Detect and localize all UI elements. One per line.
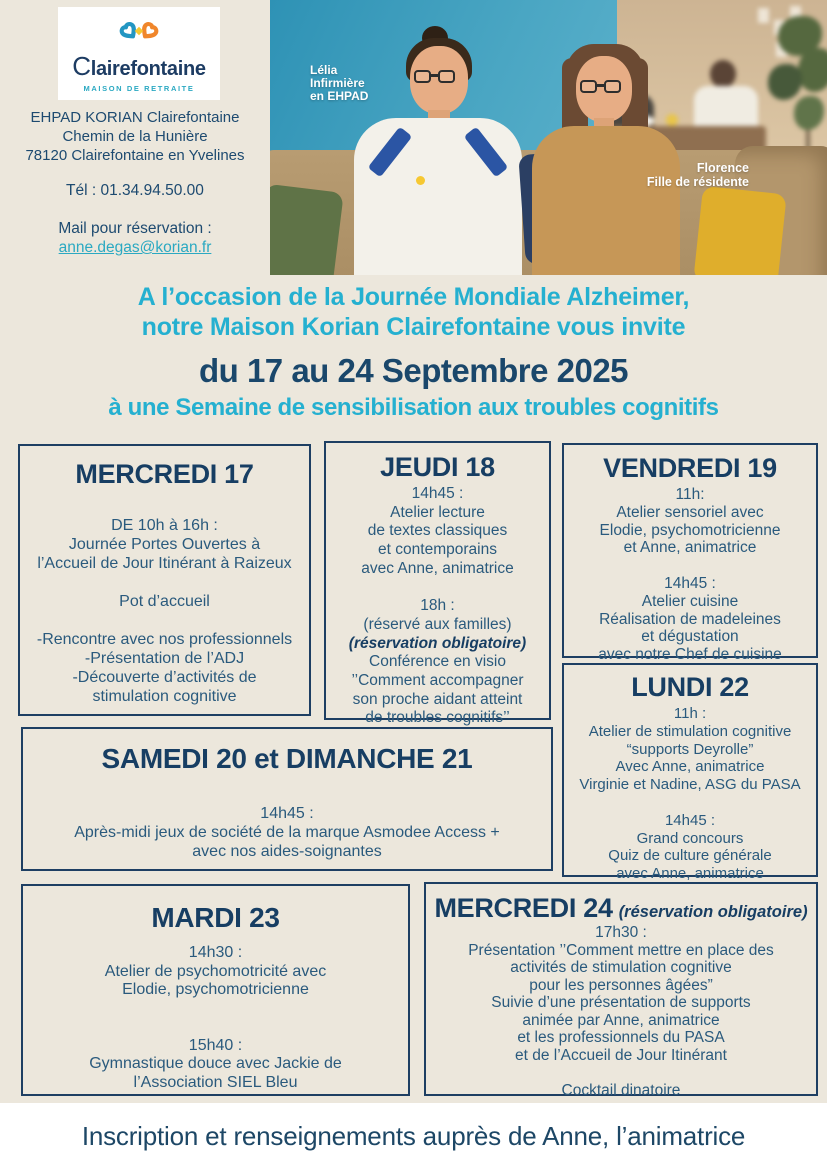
caption-line: Fille de résidente <box>646 174 749 189</box>
photo-caption-lelia <box>310 64 368 103</box>
contact-name: EHPAD KORIAN Clairefontaine <box>30 109 240 126</box>
event-line: Elodie, psychomotricienne <box>122 981 309 998</box>
event-line: Réalisation de madeleines <box>599 610 781 628</box>
intro-subtitle: à une Semaine de sensibilisation aux troubles cognitifs <box>108 394 719 421</box>
mail-link[interactable]: anne.degas@korian.fr <box>58 239 212 256</box>
event-line <box>468 1064 774 1082</box>
event-line: (réservation obligatoire) <box>348 634 527 652</box>
event-line: Atelier de stimulation cognitive <box>588 722 792 740</box>
event-title: SAMEDI 20 et DIMANCHE 21 <box>101 743 473 774</box>
event-line: Présentation ’’Comment mettre en place des <box>468 941 774 959</box>
event-lines <box>37 516 292 706</box>
event-title: MARDI 23 <box>151 902 280 933</box>
event-line: Atelier cuisine <box>641 592 739 610</box>
event-line: Conférence en visio <box>369 653 506 671</box>
event-box-lundi-22 <box>562 663 818 883</box>
event-line: pour les personnes âgées” <box>529 976 713 994</box>
logo-wordmark: Clairefontaine <box>72 50 206 81</box>
event-line: de troubles cognitifs’’ <box>365 709 510 727</box>
event-line: -Présentation de l’ADJ <box>84 650 245 667</box>
event-line <box>598 557 782 575</box>
event-line: 15h40 : <box>188 1036 243 1054</box>
event-line: 11h : <box>673 705 707 722</box>
event-line: Après-midi jeux de société de la marque Asmodee Access + <box>74 824 500 841</box>
event-line: et dégustation <box>641 628 739 646</box>
event-lines <box>598 486 782 664</box>
event-line: animée par Anne, animatrice <box>522 1011 720 1029</box>
event-line: 14h45 : <box>664 811 716 829</box>
event-title: MERCREDI 24 <box>434 893 613 923</box>
event-line <box>74 785 500 804</box>
event-line: Grand concours <box>636 829 744 847</box>
intro-line-2: notre Maison Korian Clairefontaine vous invite <box>141 313 686 341</box>
caption-line: Infirmière <box>310 76 365 90</box>
event-line: 14h45 : <box>260 805 314 822</box>
event-line: ’’Comment accompagner <box>351 672 524 690</box>
event-line: -Découverte d’activités de <box>72 669 257 686</box>
event-line: -Rencontre avec nos professionnels <box>36 631 293 648</box>
event-line: Atelier lecture <box>390 503 485 521</box>
event-line: son proche aidant atteint <box>352 690 523 708</box>
event-box-mercredi-17 <box>18 444 311 716</box>
event-line: Gymnastique douce avec Jackie de <box>89 1055 342 1072</box>
event-title-suffix: (réservation obligatoire) <box>618 903 808 921</box>
event-line: 11h: <box>675 486 705 503</box>
photo-caption-florence <box>647 162 749 189</box>
event-line: l’Association SIEL Bleu <box>133 1073 298 1091</box>
event-line: Virginie et Nadine, ASG du PASA <box>579 776 801 794</box>
event-line: Avec Anne, animatrice <box>615 758 765 776</box>
event-line: l’Accueil de Jour Itinérant à Raizeux <box>37 555 292 572</box>
event-line: avec notre Chef de cuisine <box>598 646 782 664</box>
event-line: activités de stimulation cognitive <box>510 959 732 976</box>
event-line <box>89 1000 342 1019</box>
contact-street: Chemin de la Hunière <box>62 128 208 145</box>
event-line: (réservé aux familles) <box>363 615 512 633</box>
hero-photo <box>270 0 827 275</box>
event-title: VENDREDI 19 <box>603 453 777 483</box>
phone-number: Tél : 01.34.94.50.00 <box>66 182 204 199</box>
event-line <box>37 573 292 592</box>
clairefontaine-logo <box>58 7 220 100</box>
event-line: “supports Deyrolle” <box>626 740 754 758</box>
event-lines <box>74 785 500 861</box>
logo-tagline: MAISON DE RETRAITE <box>83 83 195 93</box>
event-title: JEUDI 18 <box>380 452 495 482</box>
yellow-cushion <box>693 186 786 275</box>
intro-block <box>0 282 827 422</box>
caption-line: en EHPAD <box>310 89 369 103</box>
event-line <box>579 794 800 812</box>
green-cushion <box>270 184 344 275</box>
event-line: DE 10h à 16h : <box>111 517 218 534</box>
event-line: 14h30 : <box>188 944 243 961</box>
event-line: 14h45 : <box>664 574 716 592</box>
event-line: Pot d’accueil <box>119 593 210 610</box>
event-line: et contemporains <box>378 541 497 559</box>
mail-label: Mail pour réservation : <box>58 220 212 237</box>
event-line: avec nos aides-soignantes <box>192 843 382 860</box>
footer-note: Inscription et renseignements auprès de Anne, l’animatrice <box>81 1120 746 1151</box>
event-line: 14h45 : <box>411 485 464 502</box>
event-line: stimulation cognitive <box>92 688 237 705</box>
event-line: 17h30 : <box>595 924 647 941</box>
intro-line-1: A l’occasion de la Journée Mondiale Alzheimer, <box>137 283 690 311</box>
event-lines <box>89 944 342 1092</box>
contact-city: 78120 Clairefontaine en Yvelines <box>25 147 245 164</box>
event-box-samedi-20-dimanche-21 <box>21 727 553 871</box>
event-line: 18h : <box>420 597 455 615</box>
event-line: Quiz de culture générale <box>608 847 772 865</box>
contact-block <box>0 108 270 257</box>
event-line: Suivie d’une présentation de supports <box>491 994 751 1011</box>
event-line: et Anne, animatrice <box>623 539 757 557</box>
event-box-mercredi-24 <box>424 882 818 1099</box>
event-line: Elodie, psychomotricienne <box>599 521 781 539</box>
event-line: Journée Portes Ouvertes à <box>68 536 261 553</box>
event-line: et de l’Accueil de Jour Itinérant <box>515 1046 727 1064</box>
butterfly-icon <box>115 15 163 49</box>
date-range: du 17 au 24 Septembre 2025 <box>198 352 629 389</box>
caption-line: Lélia <box>310 63 338 77</box>
event-line <box>89 1018 342 1037</box>
event-lines <box>468 924 774 1099</box>
event-box-jeudi-18 <box>324 441 551 727</box>
event-line: avec Anne, animatrice <box>616 865 764 883</box>
event-line: Cocktail dinatoire <box>561 1081 681 1099</box>
event-line: avec Anne, animatrice <box>361 559 514 577</box>
event-lines <box>349 485 526 728</box>
event-title: LUNDI 22 <box>631 672 749 702</box>
event-line: Atelier sensoriel avec <box>616 503 764 521</box>
event-line: Atelier de psychomotricité avec <box>104 962 327 980</box>
caption-line: Florence <box>696 161 749 175</box>
footer-strip <box>0 1103 827 1169</box>
event-line: de textes classiques <box>367 522 508 540</box>
event-title: MERCREDI 17 <box>75 459 254 489</box>
event-box-vendredi-19 <box>562 443 818 664</box>
event-line: et les professionnels du PASA <box>517 1029 725 1046</box>
event-line <box>349 579 526 598</box>
event-box-mardi-23 <box>21 884 410 1096</box>
event-line <box>37 611 292 630</box>
event-lines <box>579 705 800 883</box>
